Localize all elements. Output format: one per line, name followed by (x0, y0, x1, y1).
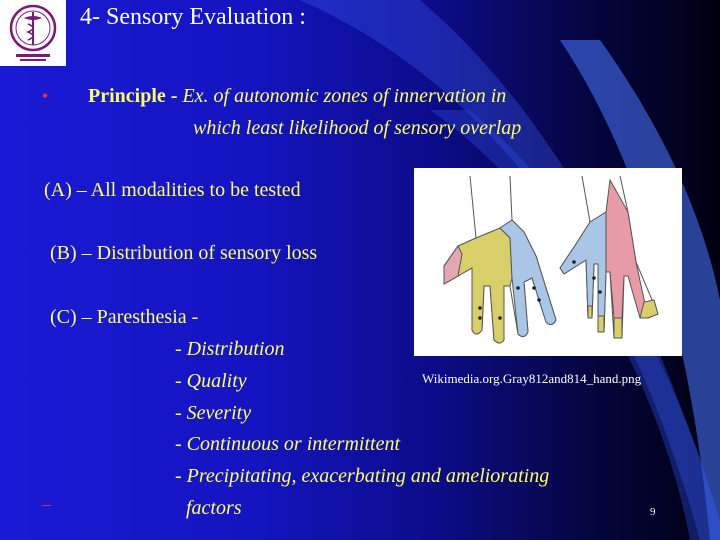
sub-item-continuation: factors (186, 497, 242, 519)
point-c: (C) – Paresthesia - (50, 306, 199, 328)
hand-innervation-figure (414, 168, 682, 356)
principle-line-1 (88, 85, 506, 108)
principle-text-2: which least likelihood of sensory overlap (193, 117, 522, 139)
principle-label: Principle - (88, 85, 183, 107)
institute-logo (0, 0, 66, 66)
sub-item: - Quality (175, 370, 247, 392)
sub-item: - Precipitating, exacerbating and ameliorating (175, 465, 550, 487)
page-number: 9 (650, 506, 656, 518)
sub-item: - Severity (175, 402, 252, 424)
hand-illustration (414, 168, 682, 356)
principle-text-1: Ex. of autonomic zones of innervation in (182, 85, 507, 107)
point-b: (B) – Distribution of sensory loss (50, 242, 318, 264)
dash-glyph: – (42, 494, 51, 514)
bullet-glyph: • (42, 86, 49, 106)
point-a: (A) – All modalities to be tested (44, 179, 301, 201)
slide-title: 4- Sensory Evaluation : (80, 4, 306, 30)
medical-institute-emblem-icon (0, 0, 66, 66)
sub-item: - Continuous or intermittent (175, 433, 401, 455)
sub-item: - Distribution (175, 338, 285, 360)
image-caption: Wikimedia.org.Gray812and814_hand.png (422, 371, 642, 386)
